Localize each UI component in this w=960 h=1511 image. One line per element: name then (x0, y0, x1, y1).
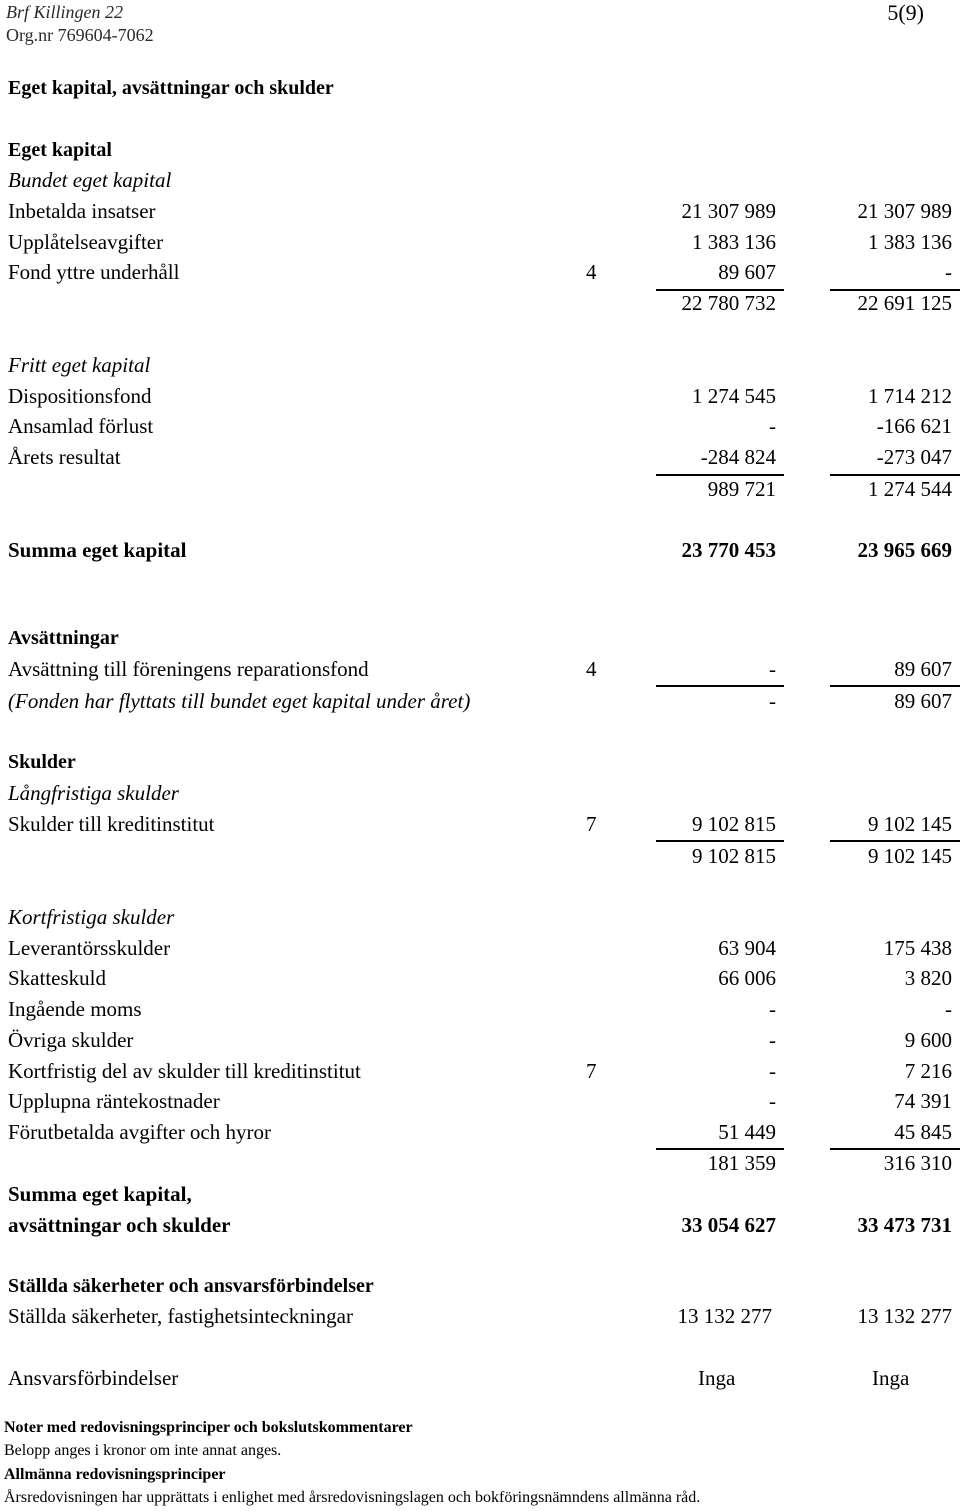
row-label: (Fonden har flyttats till bundet eget kapital under året) (8, 689, 471, 713)
subtotal-current: - (769, 689, 776, 713)
value-previous: 13 132 277 (857, 1304, 952, 1328)
value-current: - (769, 657, 776, 681)
fritt-heading: Fritt eget kapital (8, 353, 151, 377)
value-current: 51 449 (718, 1120, 776, 1144)
row-label: Ansvarsförbindelser (8, 1366, 179, 1390)
total-current: 23 770 453 (681, 538, 776, 562)
value-previous: -166 621 (876, 414, 952, 438)
value-current: - (769, 1059, 776, 1083)
value-current: -284 824 (700, 445, 776, 469)
value-current: 9 102 815 (692, 812, 776, 836)
row-label: Förutbetalda avgifter och hyror (8, 1120, 271, 1144)
subtotal-previous: 9 102 145 (868, 844, 952, 868)
value-current: - (769, 1089, 776, 1113)
total-previous: 23 965 669 (857, 538, 952, 562)
row-label: Skatteskuld (8, 966, 106, 990)
row-label: Ansamlad förlust (8, 414, 154, 438)
subtotal-current: 181 359 (707, 1151, 776, 1175)
subtotal-current: 989 721 (707, 477, 776, 501)
sum-rule (830, 685, 960, 687)
value-previous: 89 607 (894, 657, 952, 681)
value-previous: 9 102 145 (868, 812, 952, 836)
row-label: Ingående moms (8, 997, 142, 1021)
value-previous: 3 820 (904, 966, 952, 990)
value-current: 66 006 (718, 966, 776, 990)
grand-total-label: Summa eget kapital, (8, 1182, 192, 1206)
value-previous: Inga (872, 1366, 910, 1390)
row-label: Inbetalda insatser (8, 199, 156, 223)
value-current: 21 307 989 (681, 199, 776, 223)
row-label: Leverantörsskulder (8, 936, 171, 960)
principles-text: Årsredovisningen har upprättats i enlighet med årsredovisningslagen och bokföringsnämndens allmänna råd. (4, 1489, 701, 1506)
subtotal-current: 22 780 732 (681, 291, 776, 315)
section-title: Eget kapital, avsättningar och skulder (8, 77, 334, 99)
sum-rule (656, 840, 784, 842)
value-previous: 45 845 (894, 1120, 952, 1144)
value-current: - (769, 414, 776, 438)
value-previous: -273 047 (876, 445, 952, 469)
sum-rule (830, 840, 960, 842)
value-previous: - (945, 260, 952, 284)
subtotal-previous: 89 607 (894, 689, 952, 713)
grand-total-previous: 33 473 731 (857, 1213, 952, 1237)
row-label: Ställda säkerheter, fastighetsinteckningar (8, 1304, 353, 1328)
langfristiga-heading: Långfristiga skulder (8, 781, 179, 805)
note-ref: 4 (586, 260, 597, 284)
value-previous: 1 383 136 (868, 230, 952, 254)
value-current: - (769, 1028, 776, 1052)
company-name: Brf Killingen 22 (6, 2, 123, 22)
row-label: Upplåtelseavgifter (8, 230, 164, 254)
note-ref: 4 (586, 657, 597, 681)
row-label: Fond yttre underhåll (8, 260, 180, 284)
row-label: Kortfristig del av skulder till kreditinstitut (8, 1059, 361, 1083)
stallda-heading: Ställda säkerheter och ansvarsförbindelser (8, 1275, 374, 1297)
value-current: 13 132 277 (677, 1304, 772, 1328)
value-current: Inga (698, 1366, 736, 1390)
sum-rule (656, 685, 784, 687)
row-label: Dispositionsfond (8, 384, 152, 408)
value-previous: 9 600 (904, 1028, 952, 1052)
value-current: 89 607 (718, 260, 776, 284)
value-previous: 21 307 989 (857, 199, 952, 223)
sum-rule (656, 1148, 784, 1150)
sum-rule (830, 1148, 960, 1150)
org-number: Org.nr 769604-7062 (6, 25, 154, 45)
total-label: Summa eget kapital (8, 538, 187, 562)
subtotal-previous: 22 691 125 (857, 291, 952, 315)
kortfristiga-heading: Kortfristiga skulder (8, 905, 175, 929)
principles-heading: Allmänna redovisningsprinciper (4, 1466, 226, 1483)
subtotal-previous: 1 274 544 (868, 477, 952, 501)
row-label: Skulder till kreditinstitut (8, 812, 215, 836)
grand-total-label: avsättningar och skulder (8, 1213, 231, 1237)
row-label: Avsättning till föreningens reparationsfond (8, 657, 369, 681)
notes-heading: Noter med redovisningsprinciper och bokslutskommentarer (4, 1419, 413, 1436)
grand-total-current: 33 054 627 (681, 1213, 776, 1237)
row-label: Årets resultat (8, 445, 121, 469)
subtotal-previous: 316 310 (883, 1151, 952, 1175)
value-previous: 175 438 (883, 936, 952, 960)
notes-text: Belopp anges i kronor om inte annat anges. (4, 1442, 282, 1459)
note-ref: 7 (586, 1059, 597, 1083)
value-current: 1 383 136 (692, 230, 776, 254)
subtotal-current: 9 102 815 (692, 844, 776, 868)
value-previous: 74 391 (894, 1089, 952, 1113)
value-previous: 7 216 (904, 1059, 952, 1083)
value-previous: 1 714 212 (868, 384, 952, 408)
value-current: 1 274 545 (692, 384, 776, 408)
value-current: - (769, 997, 776, 1021)
value-previous: - (945, 997, 952, 1021)
note-ref: 7 (586, 812, 597, 836)
row-label: Upplupna räntekostnader (8, 1089, 220, 1113)
value-current: 63 904 (718, 936, 776, 960)
row-label: Övriga skulder (8, 1028, 134, 1052)
skulder-heading: Skulder (8, 751, 76, 773)
avsattningar-heading: Avsättningar (8, 627, 119, 649)
eget-kapital-heading: Eget kapital (8, 139, 112, 161)
sum-rule (830, 474, 960, 476)
sum-rule (656, 474, 784, 476)
page-number: 5(9) (887, 0, 924, 25)
bundet-heading: Bundet eget kapital (8, 168, 172, 192)
